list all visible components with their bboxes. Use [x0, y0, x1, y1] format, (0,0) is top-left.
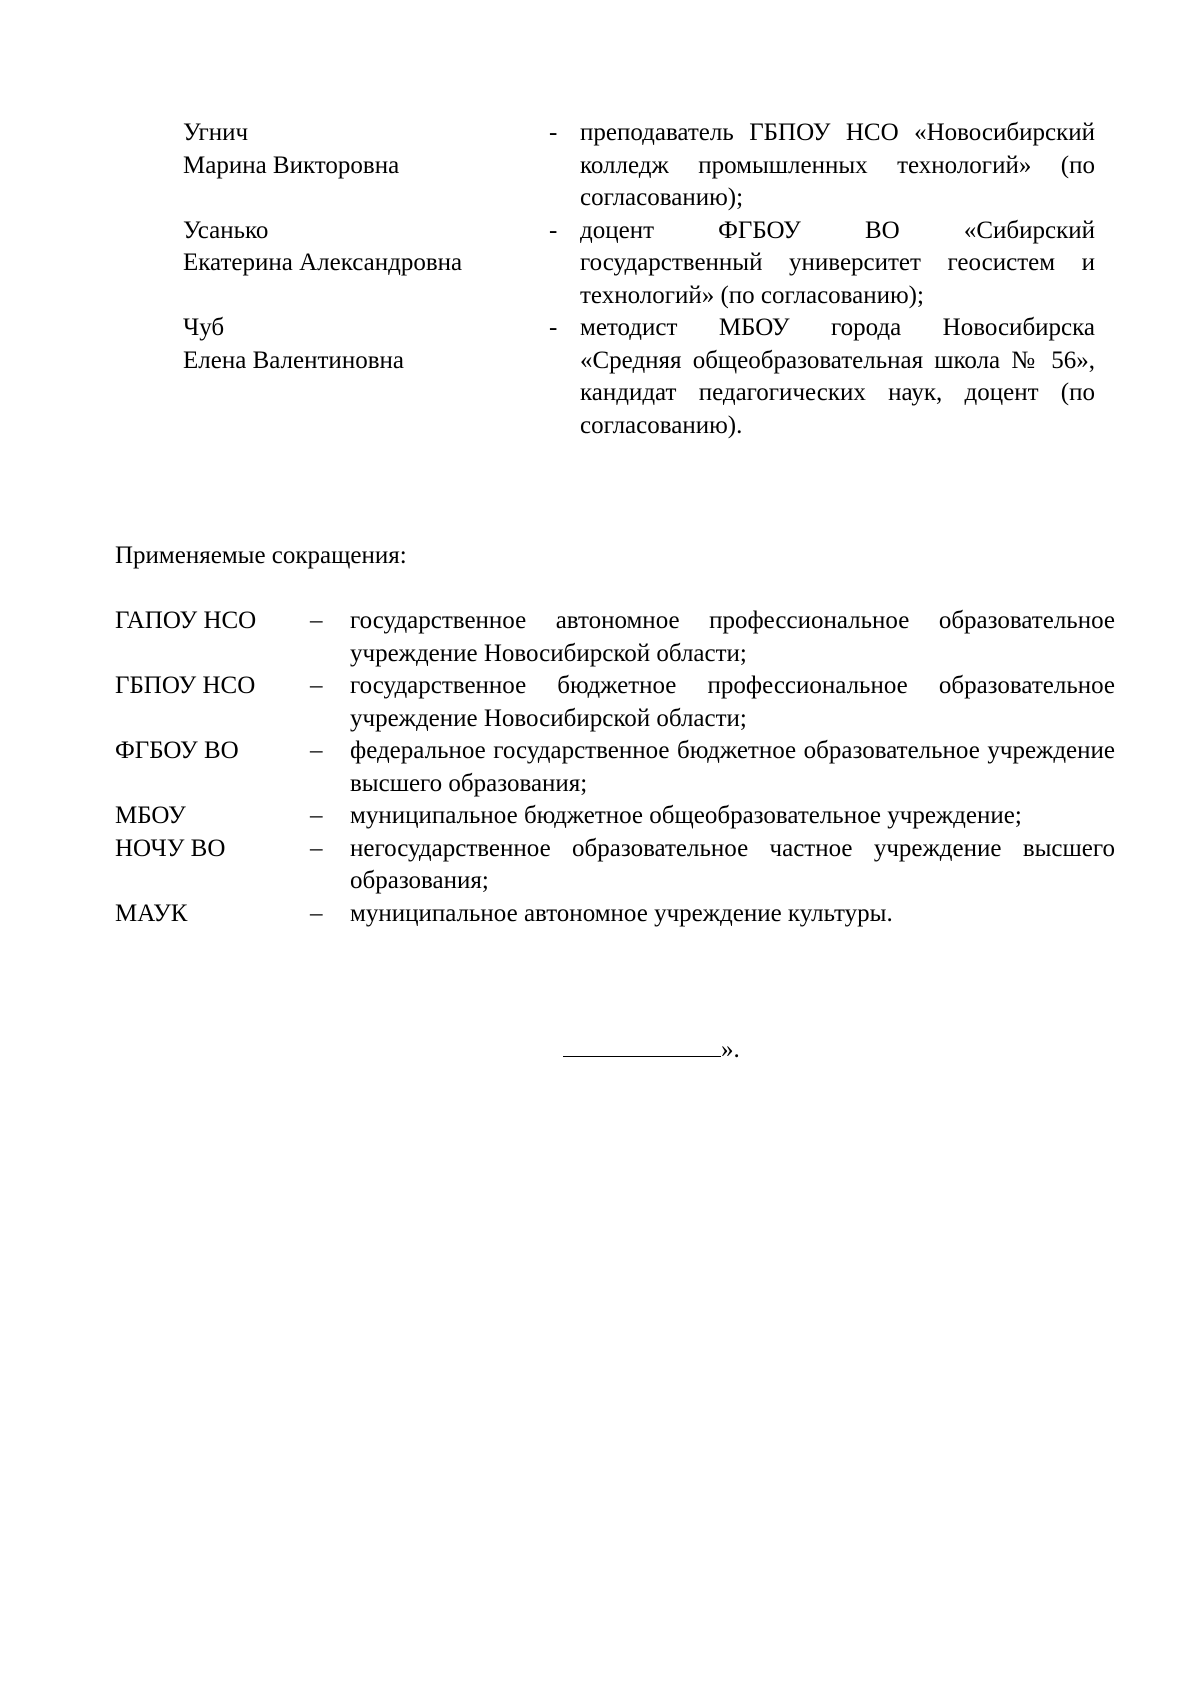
- abbreviation-dash: –: [310, 672, 323, 699]
- abbreviation-dash: –: [310, 607, 323, 634]
- members-list: [183, 117, 1098, 442]
- abbreviation-description: государственное бюджетное профессиональное образовательное учреждение Новосибирской области;: [350, 672, 1115, 732]
- member-dash: -: [549, 216, 558, 244]
- abbreviation-term: ГБПОУ НСО: [115, 672, 256, 699]
- abbreviation-dash: –: [310, 737, 323, 764]
- abbreviation-description: негосударственное образовательное частное учреждение высшего образования;: [350, 834, 1115, 894]
- member-name: [183, 117, 546, 182]
- abbreviation-row: [115, 605, 1115, 670]
- abbreviation-term: НОЧУ ВО: [115, 834, 226, 862]
- member-entry: [183, 117, 1098, 215]
- abbreviation-term: МАУК: [115, 899, 188, 927]
- closing-mark: [563, 1030, 740, 1067]
- abbreviation-description: федеральное государственное бюджетное образовательное учреждение высшего образования;: [350, 737, 1115, 797]
- member-surname: Угнич: [183, 119, 249, 146]
- signature-underline: [563, 1030, 721, 1057]
- member-name: [183, 215, 546, 280]
- abbreviation-row: [115, 898, 1115, 931]
- member-description: доцент ФГБОУ ВО «Сибирский государственный университет геосистем и технологий» (по согласованию);: [580, 216, 1095, 309]
- abbreviation-term: ФГБОУ ВО: [115, 737, 239, 764]
- abbreviation-term: ГАПОУ НСО: [115, 607, 257, 634]
- member-description: методист МБОУ города Новосибирска «Средняя общеобразовательная школа № 56», кандидат педагогических наук, доцент (по согласованию).: [580, 314, 1095, 439]
- abbreviation-row: [115, 735, 1115, 800]
- member-given-names: Елена Валентиновна: [183, 346, 404, 374]
- abbreviation-dash: –: [310, 899, 323, 927]
- member-entry: [183, 215, 1098, 313]
- member-dash: -: [549, 119, 558, 146]
- member-surname: Чуб: [183, 314, 225, 341]
- abbreviation-row: [115, 800, 1115, 833]
- closing-quote: ».: [721, 1036, 740, 1063]
- member-surname: Усанько: [183, 216, 269, 244]
- member-entry: [183, 312, 1098, 442]
- abbreviations-heading: Применяемые сокращения:: [115, 542, 407, 569]
- member-name: [183, 312, 546, 377]
- abbreviation-description: муниципальное бюджетное общеобразовательное учреждение;: [350, 802, 1022, 829]
- abbreviation-term: МБОУ: [115, 802, 186, 829]
- abbreviations-list: [115, 605, 1115, 930]
- abbreviation-row: [115, 670, 1115, 735]
- member-given-names: Марина Викторовна: [183, 151, 400, 179]
- abbreviation-description: муниципальное автономное учреждение культуры.: [350, 899, 893, 927]
- abbreviation-description: государственное автономное профессиональное образовательное учреждение Новосибирской области;: [350, 607, 1115, 667]
- member-description: преподаватель ГБПОУ НСО «Новосибирский колледж промышленных технологий» (по согласованию);: [580, 119, 1095, 211]
- abbreviation-dash: –: [310, 802, 323, 829]
- abbreviation-dash: –: [310, 834, 323, 862]
- member-dash: -: [549, 314, 558, 341]
- member-given-names: Екатерина Александровна: [183, 249, 463, 276]
- abbreviation-row: [115, 833, 1115, 898]
